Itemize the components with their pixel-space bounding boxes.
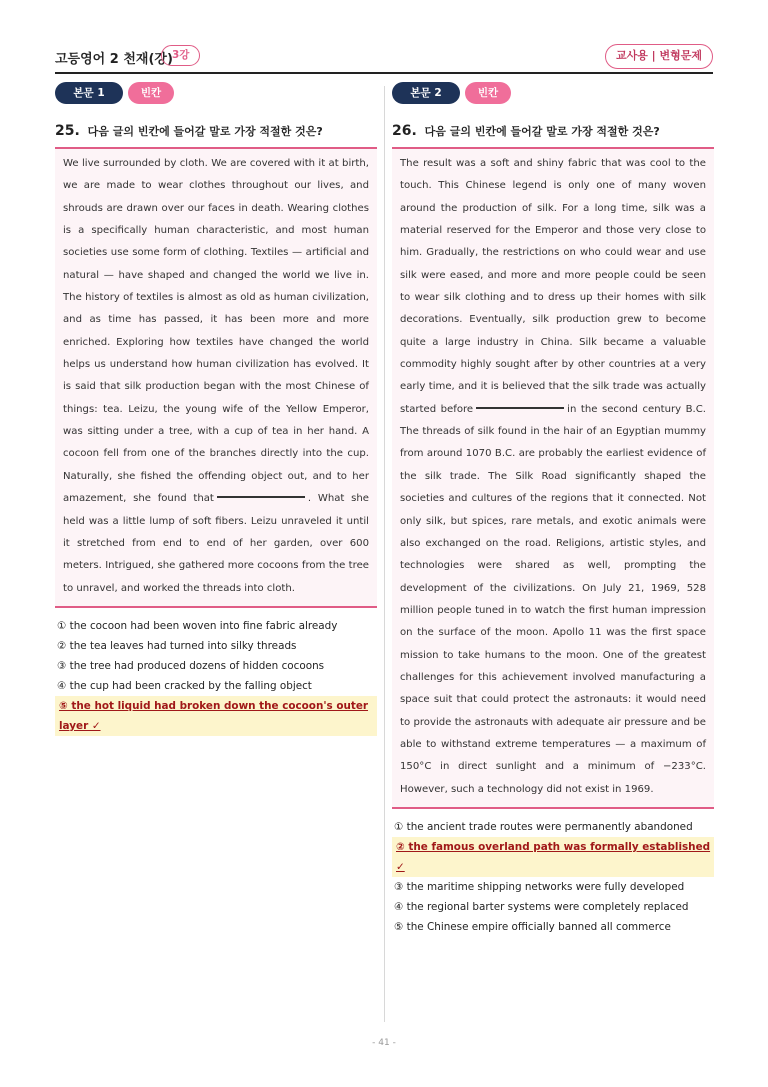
choice-4[interactable]: ④ the cup had been cracked by the falling object [57,679,312,692]
passage-after-blank: . What she held was a little lump of soft fibers. Leizu unraveled it until it stretched from end to end of her garden, over 600 meters. Intrigued, she gathered more cocoons from the tree to unravel, and worked the threads into cloth. [63,493,369,594]
passage-tag: 본문 2 [392,82,460,104]
passage-box [392,149,714,809]
answer-choices [392,817,714,937]
textbook-title: 고등영어 2 천재(강) [55,52,173,67]
choice-2[interactable]: ② the tea leaves had turned into silky threads [57,639,297,652]
choice-1[interactable]: ① the cocoon had been woven into fine fabric already [57,619,338,632]
question-26-column [392,82,714,937]
passage-after-blank: in the second century B.C. The threads of silk found in the hair of an Egyptian mummy from around 1070 B.C. are probably the earliest evidence of the silk trade. The Silk Road significantly shaped the societies and cultures of the regions that it connected. Not only silk, but spices, rare metals, and exotic animals were also exchanged on the road. Religions, artistic styles, and technologies were shared as well, prompting the development of the civilizations. On July 21, 1969, 528 million people tuned in to watch the first human impression on the surface of the moon. Apollo 11 was the first space mission to take humans to the moon. One of the greatest challenges for this achievement involved manufacturing a space suit that could protect the astronauts: it would need to provide the astronauts with adequate air pressure and be able to withstand extreme temperatures — a maximum of 150°C in direct sunlight and a minimum of −233°C. However, such a technology did not exist in 1969. [400,403,707,795]
teacher-edition-badge: 교사용 | 변형문제 [605,44,713,69]
choice-5-correct[interactable]: ⑤ the hot liquid had broken down the cocoon's outer layer ✓ [55,696,377,736]
choice-4[interactable]: ④ the regional barter systems were completely replaced [394,900,689,913]
type-tag: 빈칸 [128,82,174,104]
question-prompt: 다음 글의 빈칸에 들어갈 말로 가장 적절한 것은? [87,125,323,138]
answer-blank [217,496,305,498]
question-25-column [55,82,377,736]
passage-before-blank: We live surrounded by cloth. We are covered with it at birth, we are made to wear clothes throughout our lives, and shrouds are drawn over our faces in death. Wearing clothes is a specifically human characteristic, and most human societies use some form of clothing. Textiles — artificial and natural — have shaped and changed the world we live in. The history of textiles is almost as old as human civilization, and as time has passed, it has been more and more enriched. Exploring how textiles have changed the world helps us understand how human civilization has evolved. It is said that silk production began with the most Chinese of things: tea. Leizu, the young wife of the Yellow Emperor, was sitting under a tree, with a cup of tea in her hand. A cocoon fell from one of the branches directly into the cup. Naturally, she fished the offending object out, and to her amazement, she found that [63,158,369,505]
answer-blank [476,407,564,409]
lesson-badge: 3강 [161,45,200,66]
choice-5[interactable]: ⑤ the Chinese empire officially banned all commerce [394,920,671,933]
question-prompt: 다음 글의 빈칸에 들어갈 말로 가장 적절한 것은? [424,125,660,138]
answer-choices [55,616,377,736]
question-number: 25. [55,123,80,139]
passage-tag: 본문 1 [55,82,123,104]
page-header [55,44,713,74]
question-tags [55,82,377,104]
choice-3[interactable]: ③ the maritime shipping networks were fully developed [394,880,685,893]
passage-text [400,153,706,801]
question-title [392,123,714,149]
passage-before-blank: The result was a soft and shiny fabric that was cool to the touch. This Chinese legend is only one of many woven around the production of silk. For a long time, silk was a material reserved for the Emperor and those very close to him. Gradually, the restrictions on who could wear and use silk were eased, and more and more people could be seen to wear silk clothing and to dress up their homes with silk decorations. Eventually, silk production grew to become quite a large industry in China. Silk became a valuable commodity highly sought after by other countries at a very early time, and it is believed that the silk trade was actually started before [400,158,706,415]
type-tag: 빈칸 [465,82,511,104]
question-title [55,123,377,149]
choice-1[interactable]: ① the ancient trade routes were permanently abandoned [394,820,693,833]
choice-2-correct[interactable]: ② the famous overland path was formally established ✓ [392,837,714,877]
passage-box [55,149,377,608]
choice-3[interactable]: ③ the tree had produced dozens of hidden cocoons [57,659,325,672]
page-number: - 41 - [372,1038,396,1048]
question-tags [392,82,714,104]
column-divider [384,86,385,1022]
question-number: 26. [392,123,417,139]
passage-text [63,153,369,600]
